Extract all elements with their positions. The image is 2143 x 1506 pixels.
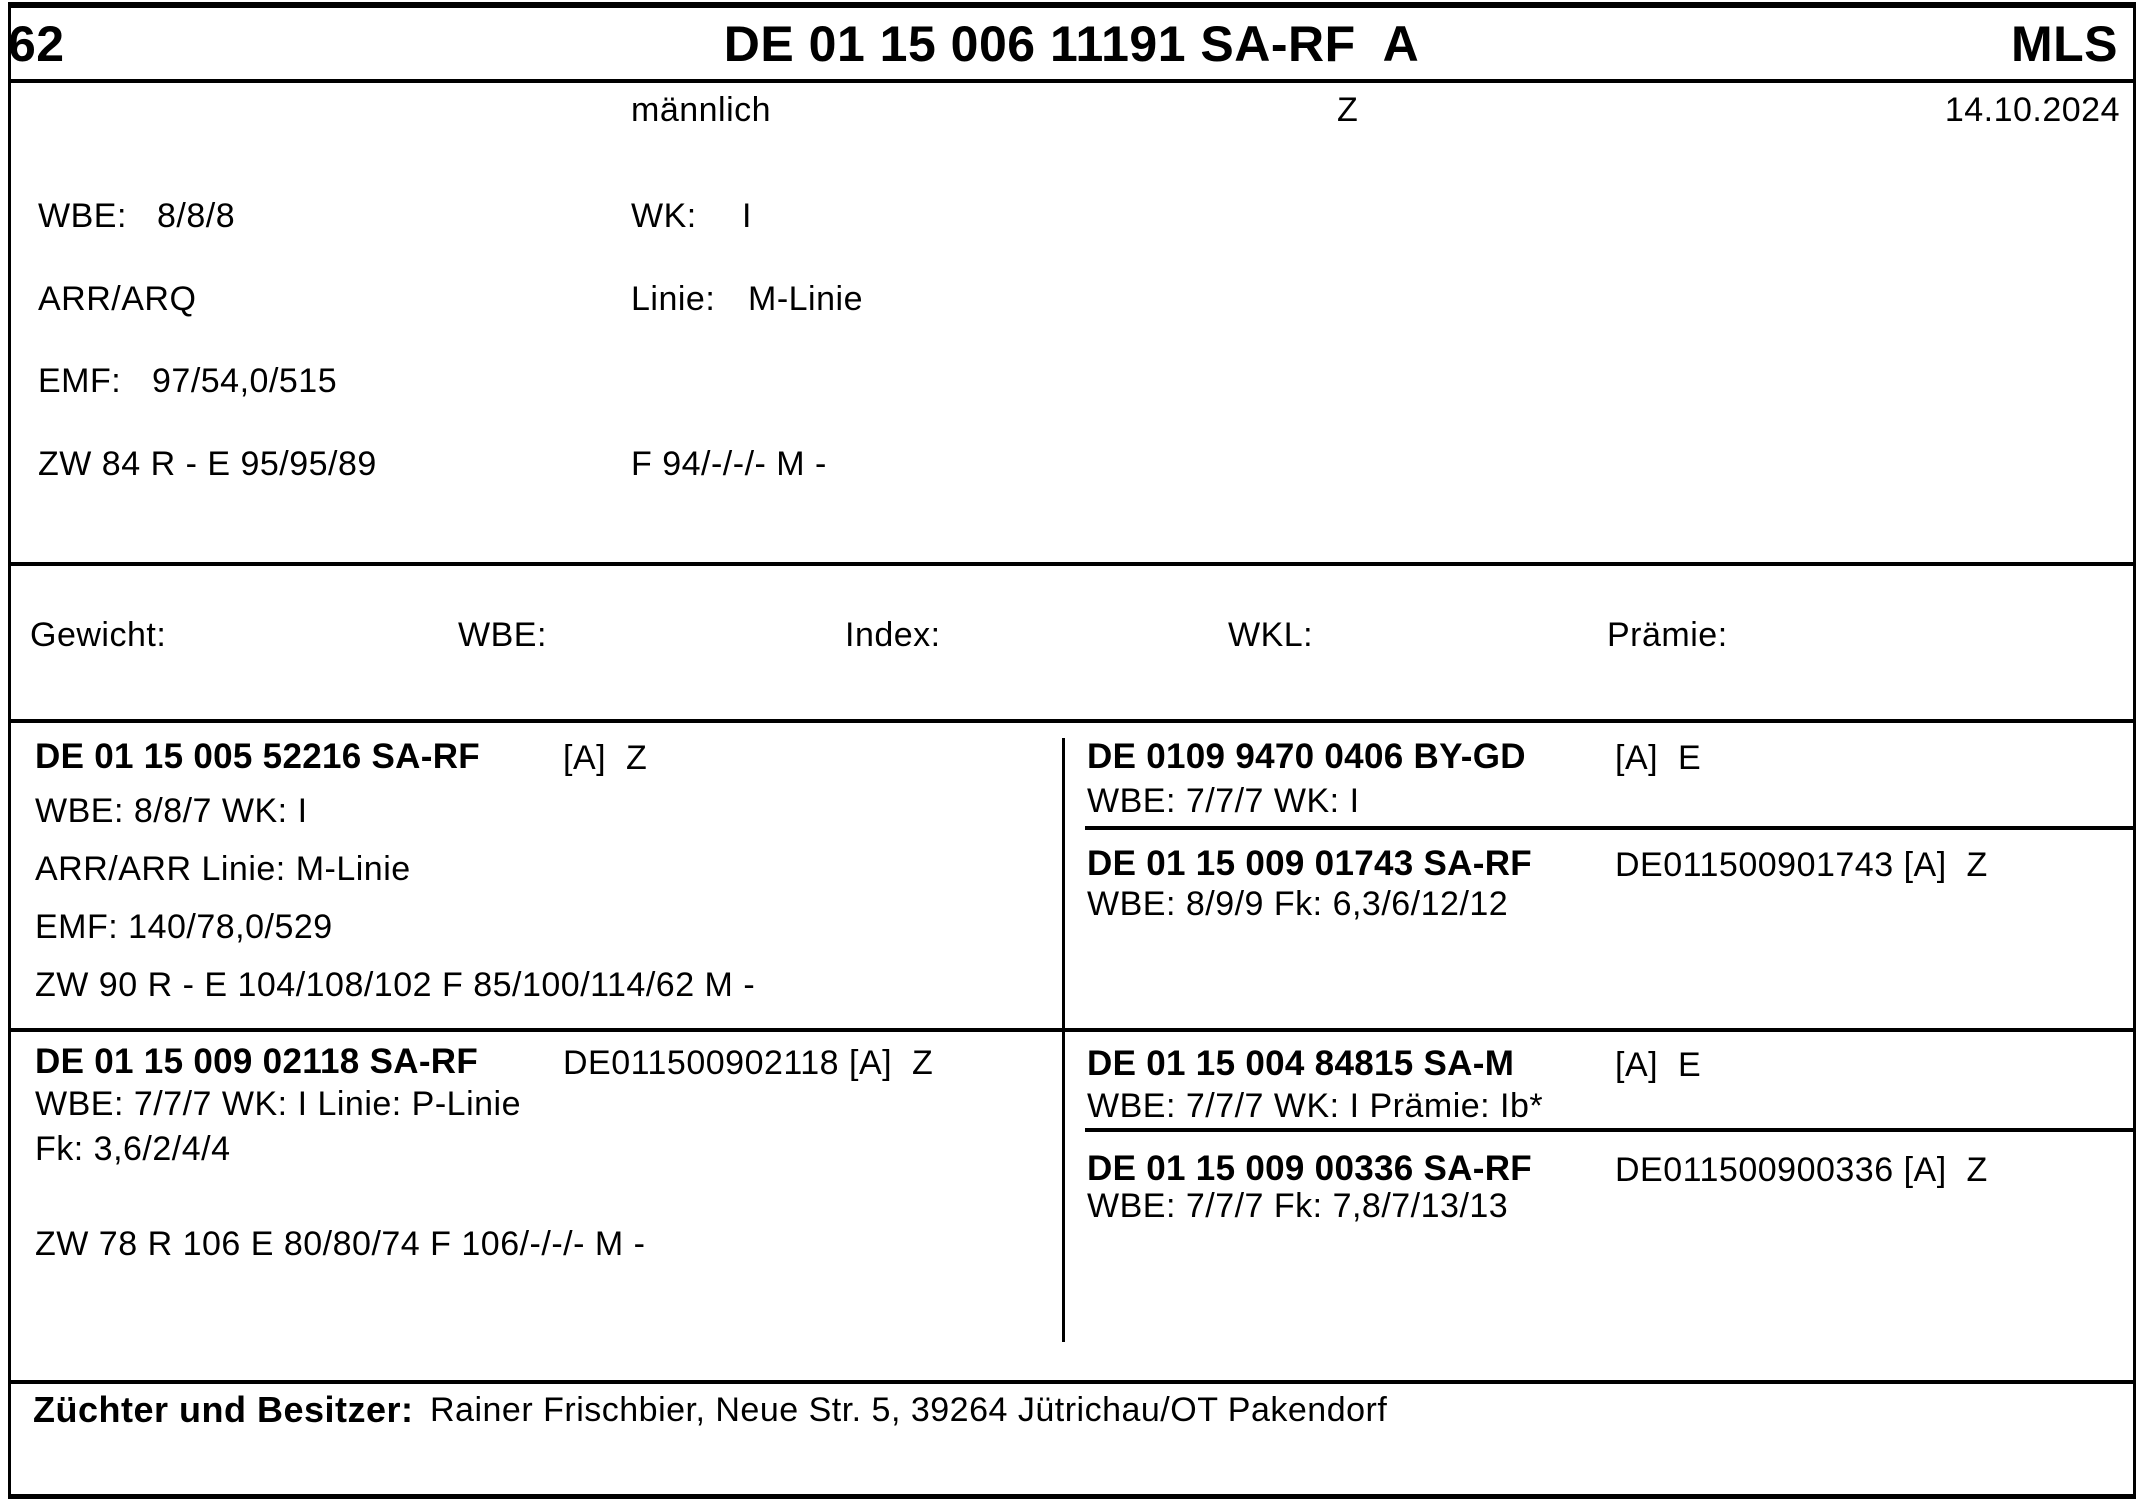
dam-sire-annotation: [A] E: [1615, 1046, 1702, 1084]
dam-wbe-line: WBE: 7/7/7 WK: I Linie: P-Linie: [35, 1085, 522, 1123]
dam-sire-wbe-line: WBE: 7/7/7 WK: I Prämie: Ib*: [1087, 1087, 1544, 1125]
genotype-value: ARR/ARQ: [38, 280, 197, 318]
column-label-gewicht: Gewicht:: [30, 616, 167, 654]
linie-label: Linie:: [631, 280, 716, 318]
sire-zw-line: ZW 90 R - E 104/108/102 F 85/100/114/62 M -: [35, 966, 756, 1004]
measure-band-top-rule: [8, 562, 2136, 566]
breeder-owner-label: Züchter und Besitzer:: [33, 1389, 414, 1430]
dam-id: DE 01 15 009 02118 SA-RF: [35, 1042, 479, 1081]
wbe-value: 8/8/8: [157, 197, 236, 235]
status-flag: Z: [1337, 91, 1359, 129]
column-label-index: Index:: [845, 616, 941, 654]
sire-ancestor-divider: [1085, 826, 2136, 830]
sire-wbe-line: WBE: 8/8/7 WK: I: [35, 792, 308, 830]
pedigree-vertical-divider: [1062, 738, 1065, 1342]
dam-fk-line: Fk: 3,6/2/4/4: [35, 1130, 231, 1168]
dam-dam-wbe-line: WBE: 7/7/7 Fk: 7,8/7/13/13: [1087, 1187, 1509, 1225]
header-rule: [8, 79, 2136, 83]
dam-sire-id: DE 01 15 004 84815 SA-M: [1087, 1044, 1515, 1083]
date-label: 14.10.2024: [1944, 91, 2120, 129]
breeder-owner-value: Rainer Frischbier, Neue Str. 5, 39264 Jütrichau/OT Pakendorf: [430, 1391, 1388, 1429]
wk-value: I: [742, 197, 752, 235]
sire-id: DE 01 15 005 52216 SA-RF: [35, 737, 480, 776]
sire-dam-id: DE 01 15 009 01743 SA-RF: [1087, 844, 1532, 883]
emf-value: 97/54,0/515: [152, 362, 338, 400]
sire-sire-id: DE 0109 9470 0406 BY-GD: [1087, 737, 1526, 776]
column-label-wbe: WBE:: [458, 616, 547, 654]
dam-ancestor-divider: [1085, 1128, 2136, 1132]
zw-value-right: F 94/-/-/- M -: [631, 445, 827, 483]
sire-sire-wbe-line: WBE: 7/7/7 WK: I: [1087, 782, 1360, 820]
zw-value-left: ZW 84 R - E 95/95/89: [38, 445, 377, 483]
sire-genotype-line: ARR/ARR Linie: M-Linie: [35, 850, 411, 888]
sire-sire-annotation: [A] E: [1615, 739, 1702, 777]
dam-annotation: DE011500902118 [A] Z: [563, 1044, 934, 1082]
dam-zw-line: ZW 78 R 106 E 80/80/74 F 106/-/-/- M -: [35, 1225, 646, 1263]
sire-emf-line: EMF: 140/78,0/529: [35, 908, 333, 946]
sex-label: männlich: [631, 91, 772, 129]
pedigree-row-divider: [8, 1028, 2136, 1032]
column-label-wkl: WKL:: [1228, 616, 1314, 654]
catalog-number: 62: [8, 16, 65, 72]
linie-value: M-Linie: [748, 280, 863, 318]
emf-label: EMF:: [38, 362, 122, 400]
sire-annotation: [A] Z: [563, 739, 648, 777]
dam-dam-annotation: DE011500900336 [A] Z: [1615, 1151, 1988, 1189]
org-code: MLS: [2010, 16, 2118, 72]
page-title: DE 01 15 006 11191 SA-RF A: [723, 16, 1420, 72]
wk-label: WK:: [631, 197, 697, 235]
wbe-label: WBE:: [38, 197, 127, 235]
footer-rule: [8, 1380, 2136, 1384]
measure-band-bottom-rule: [8, 719, 2136, 723]
dam-dam-id: DE 01 15 009 00336 SA-RF: [1087, 1149, 1532, 1188]
column-label-praemie: Prämie:: [1607, 616, 1728, 654]
sire-dam-wbe-line: WBE: 8/9/9 Fk: 6,3/6/12/12: [1087, 885, 1509, 923]
sire-dam-annotation: DE011500901743 [A] Z: [1615, 846, 1988, 884]
